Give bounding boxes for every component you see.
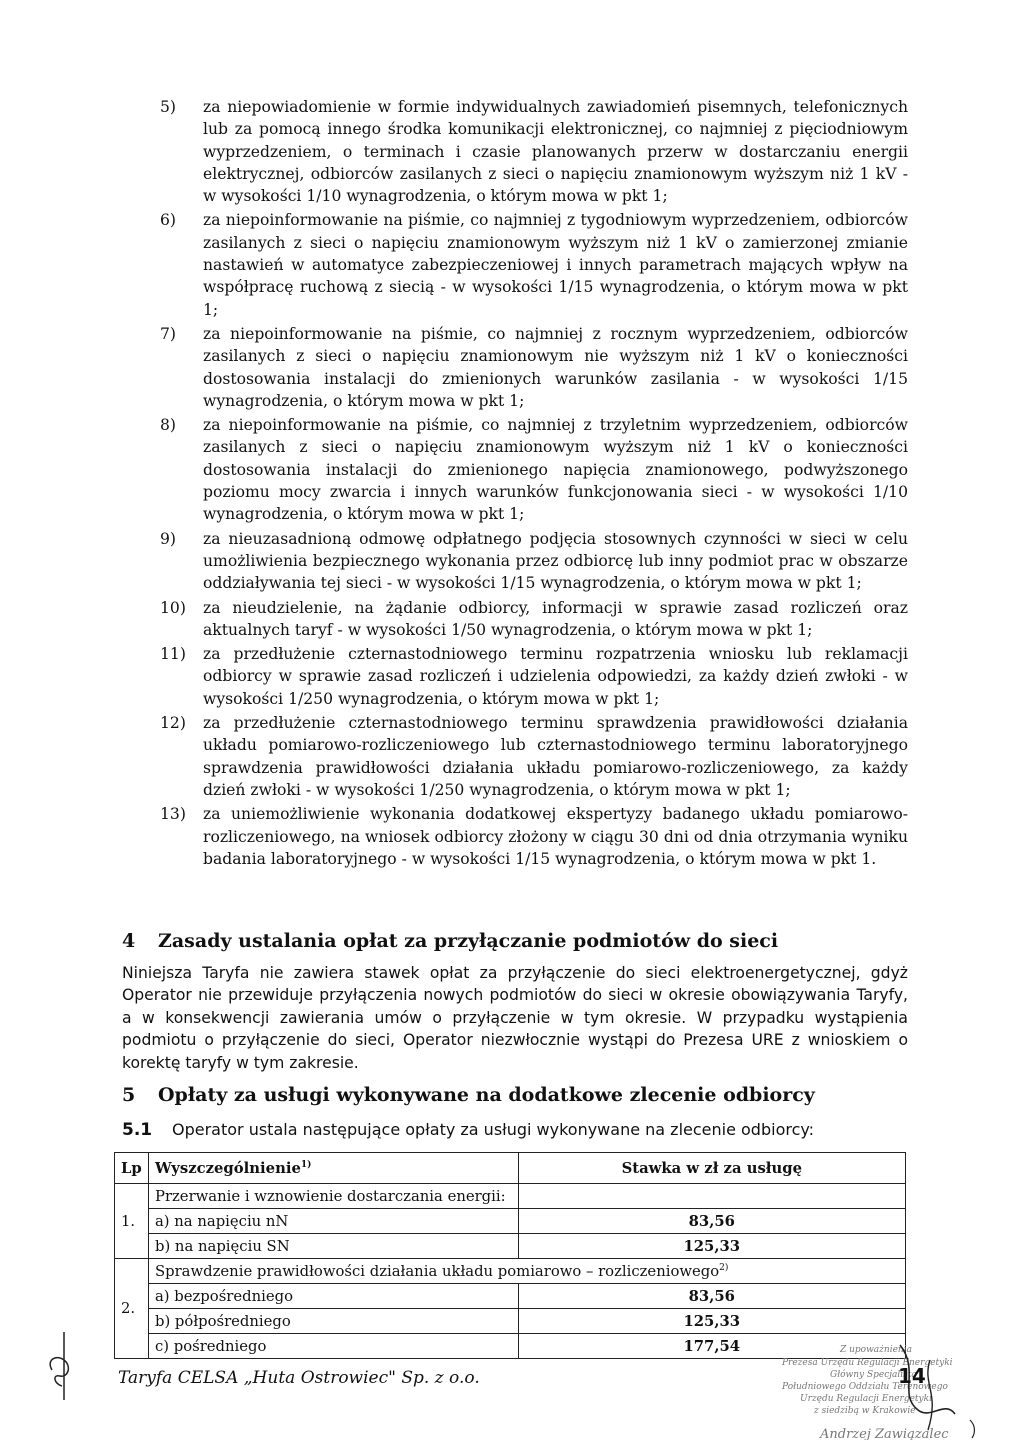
svg-text:Urzędu Regulacji Energetyki: Urzędu Regulacji Energetyki	[800, 1394, 932, 1404]
list-item	[160, 803, 908, 870]
list-item-number: 7)	[160, 324, 177, 343]
section-5-heading	[122, 1084, 815, 1106]
list-item-number: 13)	[160, 805, 186, 824]
table-row	[115, 1234, 906, 1259]
list-item-text: za niepoinformowanie na piśmie, co najmniej z rocznym wyprzedzeniem, odbiorców zasilanych z sieci o napięciu znamionowym nie wyższym niż 1 kV o konieczności dostosowania instalacji do zmienionych warunków zasilania - w wysokości 1/15 wynagrodzenia, o którym mowa w pkt 1;	[203, 324, 908, 410]
table-row	[115, 1209, 906, 1234]
row-lp: 2.	[115, 1259, 149, 1359]
list-item-text: za przedłużenie czternastodniowego terminu rozpatrzenia wniosku lub reklamacji odbiorcy w sprawie zasad rozliczeń i udzielenia odpowiedzi, za każdy dzień zwłoki - w wysokości 1/250 wynagrodzenia, o którym mowa w pkt 1;	[203, 645, 908, 708]
list-item	[160, 414, 908, 525]
section-4-heading	[122, 930, 778, 952]
footnote-marker: 2)	[719, 1262, 729, 1273]
list-item-text: za niepowiadomienie w formie indywidualnych zawiadomień pisemnych, telefonicznych lub za pomocą innego środka komunikacji elektronicznej, co najmniej z pięciodniowym wyprzedzeniem, o terminach i czasie planowanych przerw w dostarczaniu energii elektrycznej, odbiorców zasilanych z sieci o napięciu znamionowym wyższym niż 1 kV - w wysokości 1/10 wynagrodzenia, o którym mowa w pkt 1;	[203, 98, 908, 206]
list-item-text: za nieudzielenie, na żądanie odbiorcy, informacji w sprawie zasad rozliczeń oraz aktualnych taryf - w wysokości 1/50 wynagrodzenia, o którym mowa w pkt 1;	[203, 598, 908, 639]
subsection-text: Operator ustala następujące opłaty za usługi wykonywane na zlecenie odbiorcy:	[172, 1120, 815, 1139]
svg-text:Z upoważnienia: Z upoważnienia	[840, 1345, 912, 1355]
row-value: 177,54	[518, 1334, 905, 1359]
row-group-title	[148, 1259, 905, 1284]
header-rate: Stawka w zł za usługę	[518, 1153, 905, 1184]
table-row	[115, 1259, 906, 1284]
table-header-row	[115, 1153, 906, 1184]
list-item-text: za niepoinformowanie na piśmie, co najmniej z tygodniowym wyprzedzeniem, odbiorców zasilanych z sieci o napięciu znamionowym wyższym niż 1 kV o zamierzonej zmianie nastawień w automatyce zabezpieczeniowej i innych parametrach mających wpływ na współpracę ruchową z siecią - w wysokości 1/15 wynagrodzenia, o którym mowa w pkt 1;	[203, 211, 908, 319]
svg-text:Południowego Oddziału Terenowe: Południowego Oddziału Terenowego	[782, 1382, 948, 1392]
row-value: 125,33	[518, 1234, 905, 1259]
list-item-number: 5)	[160, 98, 177, 116]
list-item	[160, 96, 908, 207]
row-label: b) półpośredniego	[148, 1309, 518, 1334]
list-item-number: 8)	[160, 416, 177, 435]
footnote-marker: 1)	[300, 1159, 312, 1170]
list-item	[160, 209, 908, 320]
list-item-text: za niepoinformowanie na piśmie, co najmniej z trzyletnim wyprzedzeniem, odbiorców zasilanych z sieci o napięciu znamionowym wyższym niż 1 kV o konieczności dostosowania instalacji do zmienionego napięcia znamionowego, podwyższonego poziomu mocy zwarcia i innych warunków funkcjonowania sieci - w wysokości 1/10 wynagrodzenia, o którym mowa w pkt 1;	[203, 416, 908, 524]
initials-signature	[42, 1330, 82, 1410]
section-title: Opłaty za usługi wykonywane na dodatkowe zlecenie odbiorcy	[158, 1084, 815, 1106]
svg-text:Główny Specjalista: Główny Specjalista	[830, 1370, 917, 1380]
row-label: c) pośredniego	[148, 1334, 518, 1359]
official-stamp	[780, 1340, 1000, 1440]
list-item	[160, 712, 908, 801]
svg-text:Prezesa Urzędu Regulacji Energ: Prezesa Urzędu Regulacji Energetyki	[782, 1358, 953, 1368]
page-number: 14	[898, 1364, 926, 1388]
subsection-number: 5.1	[122, 1120, 153, 1140]
section-5-1	[122, 1120, 814, 1140]
table-row	[115, 1184, 906, 1209]
row-group-title-text: Sprawdzenie prawidłowości działania układu pomiarowo – rozliczeniowego	[154, 1262, 720, 1280]
row-label: b) na napięciu SN	[148, 1234, 518, 1259]
list-item-text: za przedłużenie czternastodniowego terminu sprawdzenia prawidłowości działania układu pomiarowo-rozliczeniowego lub czternastodniowego terminu laboratoryjnego sprawdzenia prawidłowości działania układu pomiarowo-rozliczeniowego, za każdy dzień zwłoki - w wysokości 1/250 wynagrodzenia, o którym mowa w pkt 1;	[203, 714, 908, 799]
section-4-body: Niniejsza Taryfa nie zawiera stawek opłat za przyłączenie do sieci elektroenergetycznej, gdyż Operator nie przewiduje przyłączenia nowych podmiotów do sieci w okresie obowiązywania Taryfy, a w konsekwencji zawierania umów o przyłączenie w tym okresie. W przypadku wystąpienia podmiotu o przyłączenie do sieci, Operator niezwłocznie wystąpi do Prezesa URE z wnioskiem o korektę taryfy w tym zakresie.	[122, 964, 908, 1072]
list-item-number: 6)	[160, 211, 177, 230]
header-description-label: Wyszczególnienie	[154, 1159, 301, 1177]
list-item	[160, 597, 908, 642]
row-label: a) na napięciu nN	[148, 1209, 518, 1234]
svg-text:Andrzej Zawiązalec: Andrzej Zawiązalec	[820, 1427, 949, 1440]
row-value: 83,56	[518, 1284, 905, 1309]
list-item	[160, 528, 908, 595]
row-label: a) bezpośredniego	[148, 1284, 518, 1309]
section-number: 4	[122, 930, 136, 952]
empty-cell	[518, 1184, 905, 1209]
penalty-list	[160, 96, 908, 872]
list-item	[160, 643, 908, 710]
list-item	[160, 323, 908, 412]
row-lp: 1.	[115, 1184, 149, 1259]
list-item-text: za nieuzasadnioną odmowę odpłatnego podjęcia stosownych czynności w sieci w celu umożliwienia bezpiecznego wykonania przez odbiorcę lub inny podmiot prac w obszarze oddziaływania tej sieci - w wysokości 1/15 wynagrodzenia, o którym mowa w pkt 1;	[203, 529, 908, 593]
footer-text: Taryfa CELSA „Huta Ostrowiec" Sp. z o.o.	[118, 1368, 480, 1388]
header-lp: Lp	[115, 1153, 149, 1184]
table-row	[115, 1309, 906, 1334]
svg-text:z siedzibą w Krakowie: z siedzibą w Krakowie	[814, 1406, 916, 1416]
list-item-number: 10)	[160, 598, 186, 617]
section-number: 5	[122, 1084, 136, 1106]
list-item-number: 12)	[160, 714, 186, 733]
section-title: Zasady ustalania opłat za przyłączanie podmiotów do sieci	[158, 930, 779, 952]
table-row	[115, 1284, 906, 1309]
list-item-text: za uniemożliwienie wykonania dodatkowej ekspertyzy badanego układu pomiarowo-rozliczeniowego, na wniosek odbiorcy złożony w ciągu 30 dni od dnia otrzymania wyniku badania laboratoryjnego - w wysokości 1/15 wynagrodzenia, o którym mowa w pkt 1.	[203, 805, 908, 868]
header-description	[148, 1153, 518, 1184]
list-item-number: 11)	[160, 645, 186, 664]
row-group-title: Przerwanie i wznowienie dostarczania energii:	[148, 1184, 518, 1209]
list-item-number: 9)	[160, 529, 177, 548]
fees-table	[114, 1152, 906, 1359]
row-value: 125,33	[518, 1309, 905, 1334]
row-value: 83,56	[518, 1209, 905, 1234]
